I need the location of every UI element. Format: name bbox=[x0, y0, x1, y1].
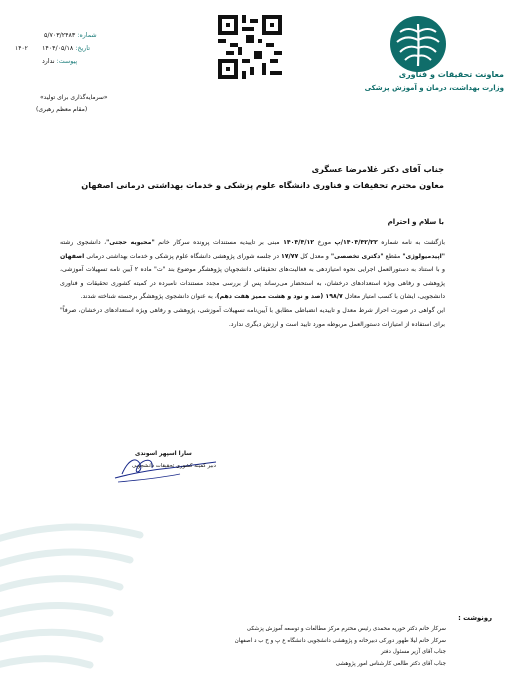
body-text: مورخ bbox=[314, 239, 335, 246]
body-text: و معدل کل bbox=[298, 252, 331, 260]
letter-date bbox=[42, 45, 90, 52]
body-text: مبنی بر تاییدیه مستندات پرونده سرکار خانم bbox=[154, 239, 284, 246]
cc-item: سرکار خانم لیلا طهور دورکی دبیرخانه و پژوهشی دانشجویی دانشگاه ع پ و خ ب د اصفهان bbox=[234, 637, 446, 644]
tree-logo-icon bbox=[388, 14, 448, 74]
body-text: ، دانشجوی رشته bbox=[60, 239, 107, 246]
letter-number-label: شماره: bbox=[77, 32, 97, 39]
cc-item: جناب آقای آزیر مسئول دفتر bbox=[380, 649, 446, 656]
cc-item: جناب آقای دکتر طالعی کارشناس امور پژوهشی bbox=[335, 660, 446, 667]
addressee-title: معاون محترم تحقیقات و فناوری دانشگاه علوم پزشکی و خدمات بهداشتی درمانی اصفهان bbox=[81, 180, 444, 190]
cc-heading: رونوشت : bbox=[458, 614, 492, 622]
greeting: با سلام و احترام bbox=[387, 218, 444, 226]
body-text: مقطع bbox=[383, 252, 403, 260]
letter-number-value: ۵/۷۰۳/۲۴۸۳ bbox=[44, 32, 76, 39]
reference-date: ۱۴۰۴/۴/۱۲ bbox=[283, 239, 315, 246]
signer-title: دبیر کمیته کشوری تحقیقات دانشجویی bbox=[132, 463, 216, 469]
slogan: «سرمایه‌گذاری برای تولید» bbox=[40, 94, 108, 101]
degree: "دکتری تخصصی" bbox=[330, 252, 384, 260]
student-name: "محبوبه حجتی" bbox=[106, 239, 155, 246]
addressee-name: جناب آقای دکتر غلامرضا عسگری bbox=[311, 164, 444, 174]
letter-code: ۱۴۰۲ bbox=[15, 45, 28, 52]
body-text: بازگشت به نامه شماره bbox=[377, 239, 445, 246]
letter-attachment-label: پیوست: bbox=[56, 58, 78, 65]
qr-code-icon bbox=[218, 15, 282, 79]
letter-date-label: تاریخ: bbox=[75, 45, 90, 52]
letter-attachment-value: ندارد bbox=[42, 58, 55, 65]
org-name-line2: وزارت بهداشت، درمان و آموزش پزشکی bbox=[364, 84, 504, 92]
ministry-logo bbox=[348, 14, 508, 118]
reference-number: ۱۴۰۴/۴۲/۲۲/پ bbox=[334, 239, 378, 246]
slogan-attribution: (مقام معظم رهبری) bbox=[36, 106, 88, 113]
body-text: و با استناد به دستورالعمل اجرایی نحوه امتیازدهی به فعالیت‌های تحقیقاتی دانشجویان پژوهشگر موضوع بند "ت" ماده ۲ آیین نامه تسهیلات آموزشی، پژوهشی و رفاهی ویژه استعدادهای درخشان، به استحضار می‌رساند پس از بررسی مجدد مستندات نامبرده در کمیته کشوری تحقیقات و فناوری دانشجویی، ایشان با کسب امتیاز معادل bbox=[60, 266, 445, 301]
letter-body bbox=[60, 236, 445, 331]
org-name-line1: معاونت تحقیقات و فناوری bbox=[398, 70, 504, 79]
letter-date-value: ۱۴۰۴/۰۵/۱۸ bbox=[42, 45, 74, 52]
cc-list bbox=[116, 624, 446, 670]
body-paragraph-2: این گواهی در صورت احراز شرط معدل و تاییدیه انضباطی مطابق با آیین‌نامه تسهیلات آموزشی، پژوهشی و رفاهی ویژه استعدادهای درخشان، صرفاً" برای استفاده از امتیازات دستورالعمل مربوطه مورد تایید است و ارزش دیگری ندارد. bbox=[60, 306, 445, 328]
letter-attachment bbox=[42, 58, 77, 65]
cc-item: سرکار خانم دکتر حوریه محمدی رئیس محترم مرکز مطالعات و توسعه آموزش پزشکی bbox=[246, 626, 446, 632]
body-paragraph-1 bbox=[60, 236, 445, 304]
score: ۱۹۸/۷ (صد و نود و هشت ممیز هفت دهم) bbox=[216, 293, 343, 301]
body-text: در جلسه شورای پژوهشی دانشگاه علوم پزشکی و خدمات بهداشتی درمانی bbox=[84, 252, 281, 260]
signer-name: سارا اسپهر اسوندی bbox=[135, 451, 192, 457]
gpa: ۱۷/۷۷ bbox=[280, 252, 299, 260]
letter-number bbox=[44, 32, 97, 39]
field-of-study: "اپیدمیولوژی" bbox=[402, 252, 445, 260]
body-text: ، به عنوان دانشجوی پژوهشگر برجسته شناخته شدند. bbox=[80, 293, 217, 301]
city: اصفهان bbox=[60, 252, 85, 260]
